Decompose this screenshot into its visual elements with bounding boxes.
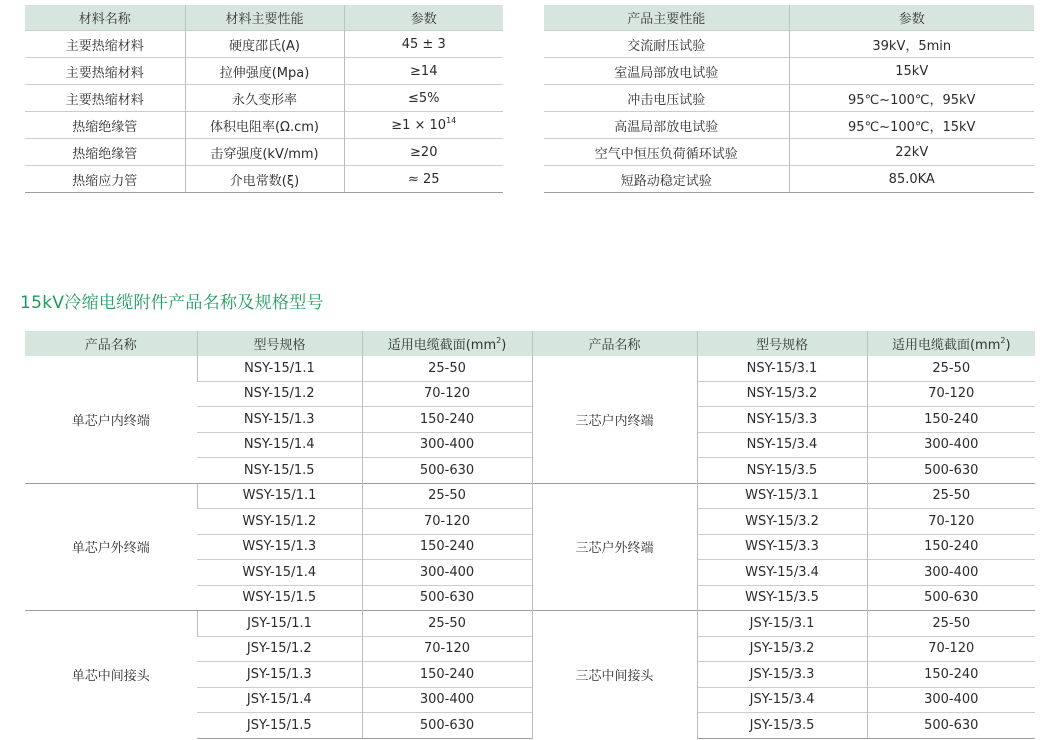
material-property: 永久变形率 xyxy=(185,85,344,112)
section-left: 70-120 xyxy=(362,381,532,407)
material-property: 硬度邵氏(A) xyxy=(185,31,344,58)
param-value: ≈ 25 xyxy=(344,166,503,193)
table-row xyxy=(544,166,1034,193)
model-left: WSY-15/1.1 xyxy=(197,483,362,509)
test-value: 22kV xyxy=(789,139,1034,166)
material-name: 热缩绝缘管 xyxy=(25,112,185,139)
spec-table xyxy=(25,331,1035,739)
header-cell xyxy=(362,331,532,356)
model-left: NSY-15/1.1 xyxy=(197,356,362,381)
section-left: 70-120 xyxy=(362,636,532,662)
header-cell: 产品名称 xyxy=(25,331,197,356)
model-right: JSY-15/3.3 xyxy=(697,662,867,688)
header-cell-text: 适用电缆截面(mm xyxy=(891,338,1001,353)
model-right: JSY-15/3.4 xyxy=(697,687,867,713)
material-name: 热缩绝缘管 xyxy=(25,139,185,166)
model-right: NSY-15/3.2 xyxy=(697,381,867,407)
test-name: 高温局部放电试验 xyxy=(544,112,789,139)
header-cell-superscript: 2 xyxy=(496,336,502,345)
header-cell: 参数 xyxy=(344,5,503,31)
product-name-right: 三芯户内终端 xyxy=(532,356,697,483)
header-row xyxy=(25,5,503,31)
section-right: 500-630 xyxy=(867,713,1035,739)
section-right: 25-50 xyxy=(867,483,1035,509)
param-value: ≥14 xyxy=(344,58,503,85)
material-name: 主要热缩材料 xyxy=(25,58,185,85)
material-params-table xyxy=(25,5,503,193)
section-left: 25-50 xyxy=(362,483,532,509)
test-name: 空气中恒压负荷循环试验 xyxy=(544,139,789,166)
table-row xyxy=(25,483,1035,509)
model-left: JSY-15/1.3 xyxy=(197,662,362,688)
material-property: 介电常数(ξ) xyxy=(185,166,344,193)
table-row xyxy=(25,356,1035,381)
param-value-base: ≥1 × 10 xyxy=(391,117,447,133)
material-name: 热缩应力管 xyxy=(25,166,185,193)
section-left: 150-240 xyxy=(362,407,532,433)
test-name: 交流耐压试验 xyxy=(544,31,789,58)
table-row xyxy=(544,112,1034,139)
table-row xyxy=(25,611,1035,637)
model-right: NSY-15/3.5 xyxy=(697,458,867,484)
model-right: JSY-15/3.2 xyxy=(697,636,867,662)
param-value: 45 ± 3 xyxy=(344,31,503,58)
model-left: WSY-15/1.5 xyxy=(197,585,362,611)
model-right: NSY-15/3.3 xyxy=(697,407,867,433)
product-tests-table xyxy=(544,5,1034,193)
table-row xyxy=(544,139,1034,166)
header-cell: 参数 xyxy=(789,5,1034,31)
product-name-left: 单芯户外终端 xyxy=(25,483,197,611)
test-value: 85.0KA xyxy=(789,166,1034,193)
header-row xyxy=(544,5,1034,31)
section-title: 15kV冷缩电缆附件产品名称及规格型号 xyxy=(20,293,324,313)
model-right: JSY-15/3.5 xyxy=(697,713,867,739)
section-left: 25-50 xyxy=(362,611,532,637)
test-value: 15kV xyxy=(789,58,1034,85)
test-value: 95℃~100℃，15kV xyxy=(789,112,1034,139)
test-name: 短路动稳定试验 xyxy=(544,166,789,193)
model-left: NSY-15/1.5 xyxy=(197,458,362,484)
model-right: NSY-15/3.1 xyxy=(697,356,867,381)
header-cell: 型号规格 xyxy=(697,331,867,356)
table-row xyxy=(25,112,503,139)
product-name-right: 三芯中间接头 xyxy=(532,611,697,739)
section-left: 500-630 xyxy=(362,458,532,484)
model-right: WSY-15/3.5 xyxy=(697,585,867,611)
header-cell-text: 适用电缆截面(mm xyxy=(387,338,497,353)
section-right: 300-400 xyxy=(867,687,1035,713)
header-cell: 型号规格 xyxy=(197,331,362,356)
model-right: WSY-15/3.2 xyxy=(697,509,867,535)
section-left: 150-240 xyxy=(362,534,532,560)
section-right: 150-240 xyxy=(867,407,1035,433)
section-right: 70-120 xyxy=(867,636,1035,662)
section-left: 25-50 xyxy=(362,356,532,381)
section-left: 70-120 xyxy=(362,509,532,535)
model-left: WSY-15/1.4 xyxy=(197,560,362,586)
model-left: JSY-15/1.4 xyxy=(197,687,362,713)
material-name: 主要热缩材料 xyxy=(25,31,185,58)
model-right: WSY-15/3.3 xyxy=(697,534,867,560)
material-property: 体积电阻率(Ω.cm) xyxy=(185,112,344,139)
product-name-left: 单芯户内终端 xyxy=(71,413,150,429)
test-value: 95℃~100℃，95kV xyxy=(789,85,1034,112)
model-right: WSY-15/3.4 xyxy=(697,560,867,586)
material-name: 主要热缩材料 xyxy=(25,85,185,112)
param-value: ≤5% xyxy=(344,85,503,112)
model-left: NSY-15/1.4 xyxy=(197,432,362,458)
section-right: 300-400 xyxy=(867,432,1035,458)
product-name-right: 三芯户外终端 xyxy=(532,483,697,611)
section-right: 500-630 xyxy=(867,458,1035,484)
section-left: 500-630 xyxy=(362,713,532,739)
header-cell-suffix: ) xyxy=(1005,338,1011,353)
section-left: 300-400 xyxy=(362,687,532,713)
table-row xyxy=(544,85,1034,112)
test-value: 39kV，5min xyxy=(789,31,1034,58)
header-cell: 产品主要性能 xyxy=(544,5,789,31)
model-left: NSY-15/1.3 xyxy=(197,407,362,433)
section-left: 500-630 xyxy=(362,585,532,611)
model-right: NSY-15/3.4 xyxy=(697,432,867,458)
table-row xyxy=(25,166,503,193)
section-right: 500-630 xyxy=(867,585,1035,611)
header-cell-superscript: 2 xyxy=(1000,336,1006,345)
header-cell: 材料名称 xyxy=(25,5,185,31)
section-right: 25-50 xyxy=(867,356,1035,381)
material-property: 拉伸强度(Mpa) xyxy=(185,58,344,85)
header-row xyxy=(25,331,1035,356)
model-left: NSY-15/1.2 xyxy=(197,381,362,407)
model-left: JSY-15/1.5 xyxy=(197,713,362,739)
test-name: 室温局部放电试验 xyxy=(544,58,789,85)
test-name: 冲击电压试验 xyxy=(544,85,789,112)
section-right: 25-50 xyxy=(867,611,1035,637)
model-right: WSY-15/3.1 xyxy=(697,483,867,509)
section-right: 300-400 xyxy=(867,560,1035,586)
section-left: 300-400 xyxy=(362,560,532,586)
header-cell: 材料主要性能 xyxy=(185,5,344,31)
table-row xyxy=(25,139,503,166)
section-left: 300-400 xyxy=(362,432,532,458)
section-right: 70-120 xyxy=(867,381,1035,407)
section-right: 70-120 xyxy=(867,509,1035,535)
model-left: WSY-15/1.3 xyxy=(197,534,362,560)
param-value: ≥20 xyxy=(344,139,503,166)
model-left: JSY-15/1.1 xyxy=(197,611,362,637)
header-cell xyxy=(867,331,1035,356)
section-right: 150-240 xyxy=(867,662,1035,688)
table-row xyxy=(25,31,503,58)
section-left: 150-240 xyxy=(362,662,532,688)
param-value-exponent: 14 xyxy=(446,115,457,125)
model-left: WSY-15/1.2 xyxy=(197,509,362,535)
header-cell: 产品名称 xyxy=(532,331,697,356)
product-name-left: 单芯中间接头 xyxy=(25,611,197,739)
material-property: 击穿强度(kV/mm) xyxy=(185,139,344,166)
table-row xyxy=(25,58,503,85)
section-right: 150-240 xyxy=(867,534,1035,560)
header-cell-suffix: ) xyxy=(501,338,507,353)
model-left: JSY-15/1.2 xyxy=(197,636,362,662)
model-right: JSY-15/3.1 xyxy=(697,611,867,637)
table-row xyxy=(25,85,503,112)
table-row xyxy=(544,31,1034,58)
table-row xyxy=(544,58,1034,85)
param-value xyxy=(344,112,503,139)
